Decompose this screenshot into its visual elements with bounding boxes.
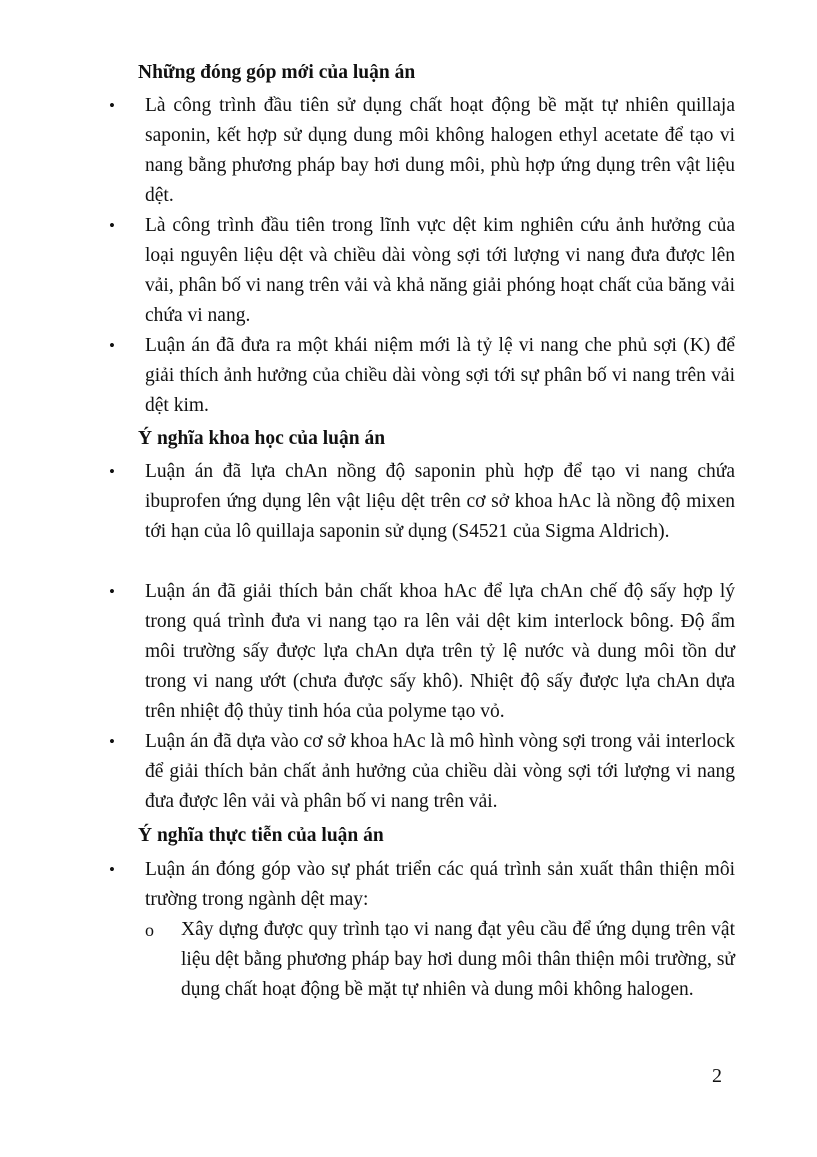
bullet-icon: •: [109, 582, 115, 601]
sub-list-item: Xây dựng được quy trình tạo vi nang đạt yêu cầu để ứng dụng trên vật liệu dệt bằng phương pháp bay hơi dung môi thân thiện môi trường, sử dụng chất hoạt động bề mặt tự nhiên và dung môi không halogen.: [181, 919, 735, 1000]
list-item: Luận án đã dựa vào cơ sở khoa hAc là mô hình vòng sợi trong vải interlock để giải thích bản chất ảnh hưởng của chiều dài vòng sợi tới lượng vi nang đưa được lên vải và phân bố vi nang trên vải.: [145, 731, 735, 812]
list-item: Luận án đã đưa ra một khái niệm mới là tỷ lệ vi nang che phủ sợi (K) để giải thích ảnh hưởng của chiều dài vòng sợi tới sự phân bố vi nang trên vải dệt kim.: [145, 335, 735, 416]
list-item: Luận án đã giải thích bản chất khoa hAc để lựa chAn chế độ sấy hợp lý trong quá trình đưa vi nang tạo ra lên vải dệt kim interlock bông. Độ ẩm môi trường sấy được lựa chAn dựa trên tỷ lệ nước và dung môi tồn dư trong vi nang ướt (chưa được sấy khô). Nhiệt độ sấy được lựa chAn dựa trên nhiệt độ thủy tinh hóa của polyme tạo vỏ.: [145, 581, 735, 722]
section-heading-contributions: Những đóng góp mới của luận án: [138, 62, 416, 83]
list-item: Là công trình đầu tiên sử dụng chất hoạt động bề mặt tự nhiên quillaja saponin, kết hợp sử dụng dung môi không halogen ethyl acetate để tạo vi nang bằng phương pháp bay hơi dung môi, phù hợp ứng dụng trên vật liệu dệt.: [145, 95, 735, 206]
bullet-icon: •: [109, 462, 115, 481]
section-heading-practical: Ý nghĩa thực tiễn của luận án: [138, 825, 384, 846]
list-item: Luận án đã lựa chAn nồng độ saponin phù hợp để tạo vi nang chứa ibuprofen ứng dụng lên vật liệu dệt trên cơ sở khoa hAc là nồng độ mixen tới hạn của lô quillaja saponin sử dụng (S4521 của Sigma Aldrich).: [145, 461, 735, 542]
bullet-icon: •: [109, 860, 115, 879]
bullet-icon: •: [109, 216, 115, 235]
list-item: Là công trình đầu tiên trong lĩnh vực dệt kim nghiên cứu ảnh hưởng của loại nguyên liệu dệt và chiều dài vòng sợi tới lượng vi nang đưa được lên vải, phân bố vi nang trên vải và khả năng giải phóng hoạt chất của băng vải chứa vi nang.: [145, 215, 735, 326]
bullet-icon: •: [109, 96, 115, 115]
sub-bullet-icon: o: [145, 920, 154, 940]
page-number: 2: [712, 1065, 722, 1087]
bullet-icon: •: [109, 732, 115, 751]
bullet-icon: •: [109, 336, 115, 355]
list-item: Luận án đóng góp vào sự phát triển các quá trình sản xuất thân thiện môi trường trong ngành dệt may:: [145, 859, 735, 910]
section-heading-scientific: Ý nghĩa khoa học của luận án: [138, 428, 386, 449]
